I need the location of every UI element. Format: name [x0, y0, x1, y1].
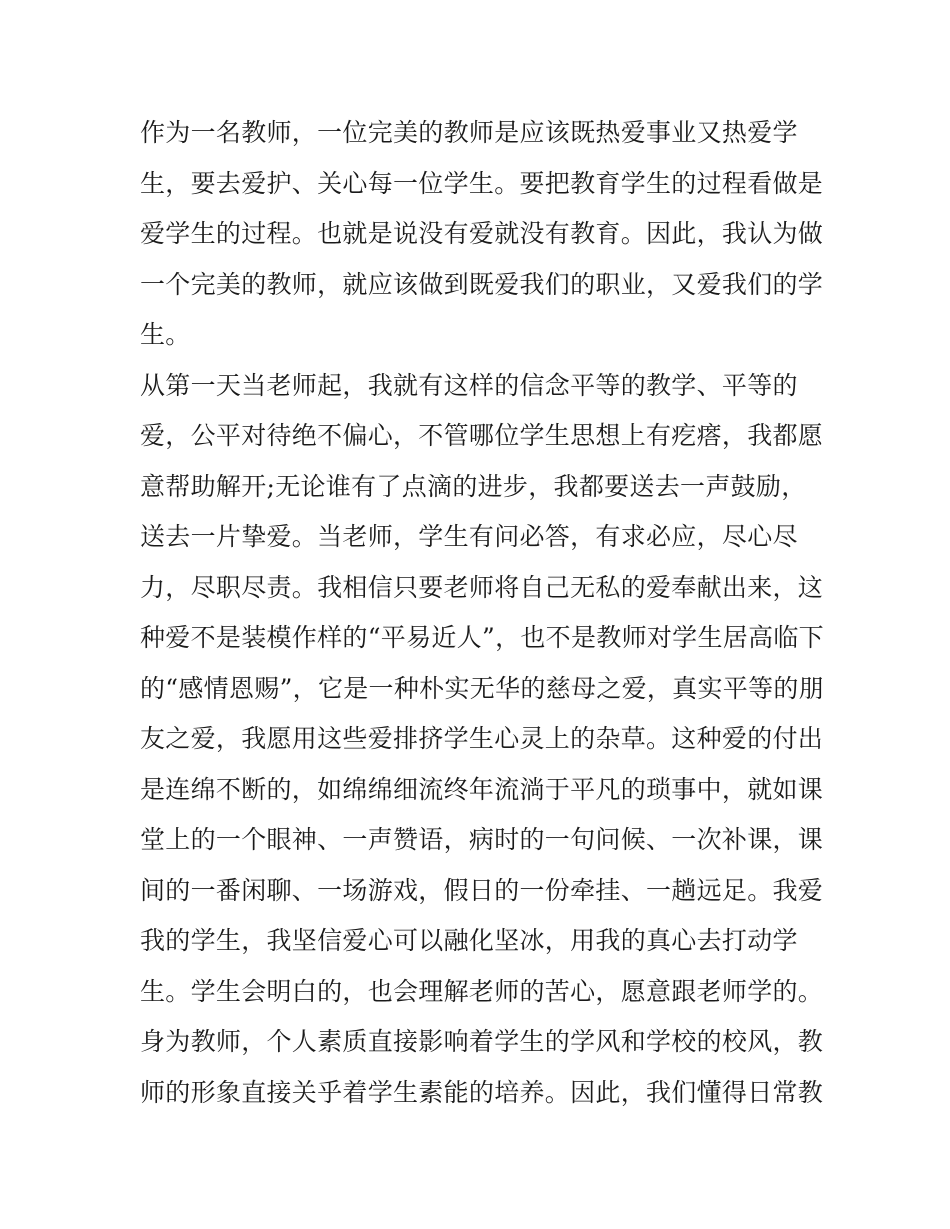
text-line: 从第一天当老师起，我就有这样的信念平等的教学、平等的	[140, 370, 798, 400]
text-line: 意帮助解开;无论谁有了点滴的进步，我都要送去一声鼓励，	[140, 471, 807, 501]
text-line: 堂上的一个眼神、一声赞语，病时的一句问候、一次补课，课	[140, 825, 824, 854]
text-line: 生。	[140, 320, 191, 349]
text-line: 爱学生的过程。也就是说没有爱就没有教育。因此，我认为做	[140, 219, 824, 248]
text-line: 一个完美的教师，就应该做到既爱我们的职业，又爱我们的学	[140, 269, 824, 299]
text-line: 送去一片挚爱。当老师，学生有问必答，有求必应，尽心尽	[140, 522, 798, 551]
text-line: 生。学生会明白的，也会理解老师的苦心，愿意跟老师学的。	[140, 976, 824, 1006]
text-line: 师的形象直接关乎着学生素能的培养。因此，我们懂得日常教	[140, 1077, 824, 1107]
text-line: 是连绵不断的，如绵绵细流终年流淌于平凡的琐事中，就如课	[140, 774, 824, 804]
text-line: 种爱不是装模作样的“平易近人”，也不是教师对学生居高临下	[140, 623, 824, 652]
document-body	[140, 108, 824, 1118]
text-line: 爱，公平对待绝不偏心，不管哪位学生思想上有疙瘩，我都愿	[140, 421, 824, 450]
text-line: 我的学生，我坚信爱心可以融化坚冰，用我的真心去打动学	[140, 926, 798, 955]
text-line: 身为教师，个人素质直接影响着学生的学风和学校的校风，教	[140, 1027, 824, 1056]
text-line: 生，要去爱护、关心每一位学生。要把教育学生的过程看做是	[140, 168, 824, 198]
text-line: 友之爱，我愿用这些爱排挤学生心灵上的杂草。这种爱的付出	[140, 724, 824, 753]
text-line: 作为一名教师，一位完美的教师是应该既热爱事业又热爱学	[140, 118, 798, 147]
text-line: 的“感情恩赐”，它是一种朴实无华的慈母之爱，真实平等的朋	[140, 673, 824, 703]
text-line: 间的一番闲聊、一场游戏，假日的一份牵挂、一趟远足。我爱	[140, 875, 824, 905]
text-line: 力，尽职尽责。我相信只要老师将自己无私的爱奉献出来，这	[140, 572, 824, 602]
